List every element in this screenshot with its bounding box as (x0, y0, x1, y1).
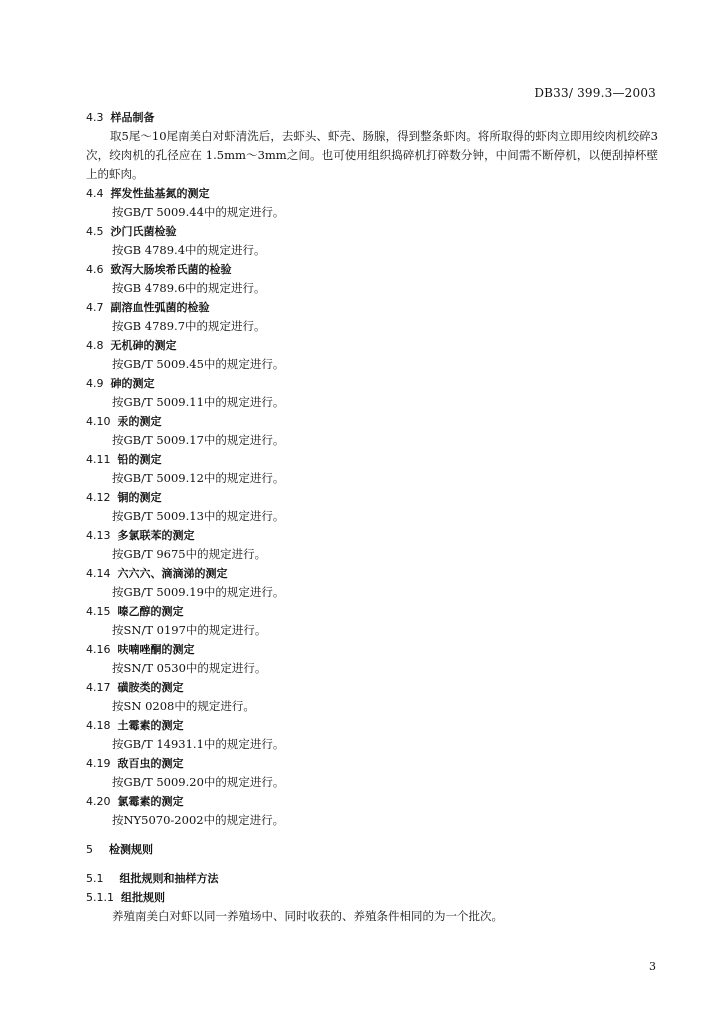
section-body: 按GB/T 5009.17中的规定进行。 (112, 433, 285, 447)
section-number: 4.9 (86, 377, 104, 390)
section-number: 4.4 (86, 187, 104, 200)
section-heading (86, 412, 658, 431)
section-body: 按SN 0208中的规定进行。 (112, 699, 255, 713)
section-title: 汞的测定 (117, 415, 162, 428)
section-number: 4.18 (86, 719, 111, 732)
section-body: 按GB 4789.7中的规定进行。 (112, 319, 266, 333)
section-number: 4.17 (86, 681, 111, 694)
section-number: 4.10 (86, 415, 111, 428)
section-heading (86, 222, 658, 241)
section-title: 氯霉素的测定 (117, 795, 184, 808)
section-title: 致泻大肠埃希氏菌的检验 (110, 263, 232, 276)
section-number: 4.6 (86, 263, 104, 276)
section-heading (86, 488, 658, 507)
subsection-heading (86, 888, 658, 907)
section-heading (86, 108, 658, 127)
section-body: 按GB/T 5009.45中的规定进行。 (112, 357, 285, 371)
section-title: 嗪乙醇的测定 (117, 605, 184, 618)
section-number: 4.12 (86, 491, 111, 504)
section-heading (86, 640, 658, 659)
section-heading (86, 716, 658, 735)
section-body: 按GB/T 5009.11中的规定进行。 (112, 395, 285, 409)
section-number: 5.1 (86, 872, 104, 885)
section-title: 样品制备 (110, 111, 155, 124)
section-body: 按GB/T 5009.12中的规定进行。 (112, 471, 285, 485)
section-heading (86, 374, 658, 393)
section-heading (86, 450, 658, 469)
subsection-title: 组批规则 (121, 891, 165, 904)
section-paragraph: 取5尾～10尾南美白对虾清洗后，去虾头、虾壳、肠腺，得到整条虾肉。将所取得的虾肉立即用绞肉机绞碎3次，绞肉机的孔径应在 1.5mm～3mm之间。也可使用组织捣碎机打碎数分钟，中间需不断停机，以便刮掉杯壁上的虾肉。 (86, 129, 658, 181)
section-number: 4.5 (86, 225, 104, 238)
chapter-title: 检测规则 (109, 843, 153, 856)
section-title: 无机砷的测定 (110, 339, 177, 352)
section-number: 4.7 (86, 301, 104, 314)
section-number: 4.19 (86, 757, 111, 770)
section-title: 六六六、滴滴涕的测定 (117, 567, 228, 580)
section-number: 4.15 (86, 605, 111, 618)
section-title: 组批规则和抽样方法 (119, 872, 219, 885)
document-body (86, 108, 658, 926)
section-body: 按NY5070-2002中的规定进行。 (112, 813, 285, 827)
section-title: 铜的测定 (117, 491, 162, 504)
section-title: 多氯联苯的测定 (117, 529, 195, 542)
chapter-number: 5 (86, 843, 93, 856)
section-heading (86, 678, 658, 697)
section-number: 4.13 (86, 529, 111, 542)
section-body: 按GB/T 5009.44中的规定进行。 (112, 205, 285, 219)
section-heading (86, 526, 658, 545)
section-title: 呋喃唑酮的测定 (117, 643, 195, 656)
section-title: 副溶血性弧菌的检验 (110, 301, 210, 314)
section-number: 4.14 (86, 567, 111, 580)
section-title: 砷的测定 (110, 377, 155, 390)
section-number: 4.11 (86, 453, 111, 466)
section-title: 磺胺类的测定 (117, 681, 184, 694)
section-body: 按GB 4789.6中的规定进行。 (112, 281, 266, 295)
chapter-heading (86, 840, 658, 859)
section-heading (86, 754, 658, 773)
section-body: 按SN/T 0530中的规定进行。 (112, 661, 267, 675)
section-heading (86, 602, 658, 621)
section-title: 敌百虫的测定 (117, 757, 184, 770)
section-number: 4.20 (86, 795, 111, 808)
test-method-list (86, 184, 658, 830)
section-title: 沙门氏菌检验 (110, 225, 177, 238)
document-code: DB33/ 399.3—2003 (534, 86, 656, 100)
section-heading (86, 564, 658, 583)
subsection-number: 5.1.1 (86, 891, 114, 904)
section-body: 按GB/T 9675中的规定进行。 (112, 547, 267, 561)
section-heading (86, 792, 658, 811)
section-heading (86, 869, 658, 888)
section-body: 按GB/T 14931.1中的规定进行。 (112, 737, 285, 751)
section-heading (86, 260, 658, 279)
section-title: 挥发性盐基氮的测定 (110, 187, 210, 200)
section-number: 4.3 (86, 111, 104, 124)
section-title: 土霉素的测定 (117, 719, 184, 732)
section-body: 按GB/T 5009.20中的规定进行。 (112, 775, 285, 789)
section-body: 按SN/T 0197中的规定进行。 (112, 623, 267, 637)
section-number: 4.16 (86, 643, 111, 656)
section-body: 按GB/T 5009.13中的规定进行。 (112, 509, 285, 523)
section-body: 按GB 4789.4中的规定进行。 (112, 243, 266, 257)
section-body: 按GB/T 5009.19中的规定进行。 (112, 585, 285, 599)
page-number: 3 (649, 960, 656, 973)
section-heading (86, 336, 658, 355)
section-heading (86, 298, 658, 317)
subsection-paragraph: 养殖南美白对虾以同一养殖场中、同时收获的、养殖条件相同的为一个批次。 (112, 909, 503, 923)
section-heading (86, 184, 658, 203)
section-title: 铅的测定 (117, 453, 162, 466)
section-number: 4.8 (86, 339, 104, 352)
